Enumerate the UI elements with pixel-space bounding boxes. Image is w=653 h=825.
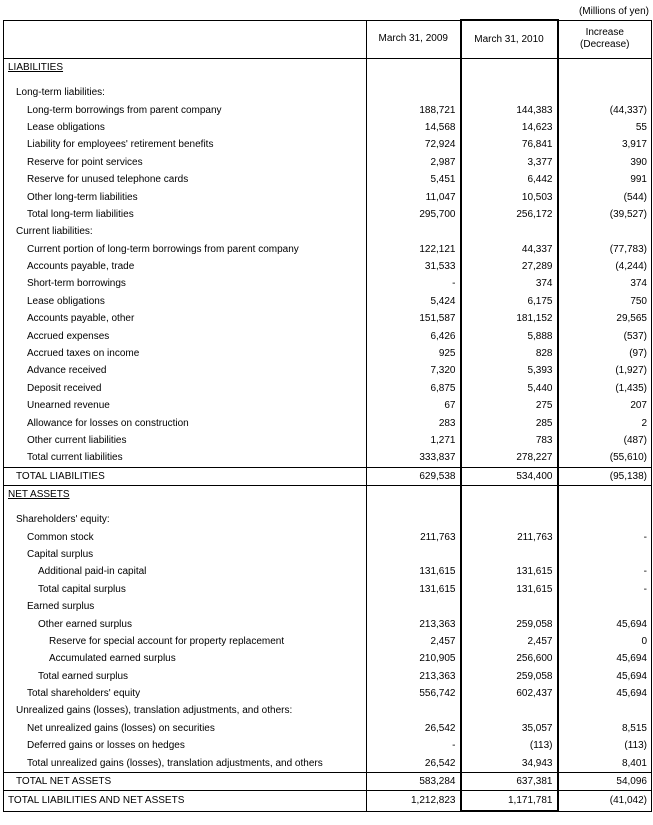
value-march-2010: 181,152	[461, 310, 558, 327]
value-march-2010: 783	[461, 432, 558, 449]
value-march-2009: 7,320	[367, 362, 461, 379]
value-march-2009: 213,363	[367, 615, 461, 632]
value-march-2010	[461, 598, 558, 615]
row-label	[4, 485, 367, 503]
value-march-2010: 2,457	[461, 633, 558, 650]
row-label: Advance received	[4, 362, 367, 379]
value-increase: (4,244)	[558, 258, 652, 275]
value-increase: (544)	[558, 188, 652, 205]
table-row	[4, 511, 652, 528]
row-label: Total unrealized gains (losses), translation adjustments, and others	[4, 754, 367, 772]
value-increase: (55,610)	[558, 449, 652, 467]
value-march-2010: 1,171,781	[461, 791, 558, 812]
table-row	[4, 615, 652, 632]
header-item	[4, 20, 367, 59]
value-increase: (97)	[558, 345, 652, 362]
value-increase: 45,694	[558, 615, 652, 632]
value-increase: 390	[558, 154, 652, 171]
header-increase-line2: (Decrease)	[580, 39, 630, 51]
value-march-2009: 26,542	[367, 754, 461, 772]
value-march-2009: 556,742	[367, 685, 461, 702]
value-increase	[558, 702, 652, 719]
value-increase: 3,917	[558, 136, 652, 153]
row-label: Total current liabilities	[4, 449, 367, 467]
value-march-2010: 14,623	[461, 119, 558, 136]
row-label: Reserve for unused telephone cards	[4, 171, 367, 188]
value-march-2010	[461, 59, 558, 77]
row-label: Accrued expenses	[4, 327, 367, 344]
value-increase: 45,694	[558, 650, 652, 667]
value-march-2009: 188,721	[367, 101, 461, 118]
value-increase	[558, 511, 652, 528]
value-march-2010: 275	[461, 397, 558, 414]
row-label: Lease obligations	[4, 293, 367, 310]
value-march-2009	[367, 546, 461, 563]
value-march-2009: 583,284	[367, 772, 461, 790]
value-march-2009	[367, 702, 461, 719]
row-label: Accrued taxes on income	[4, 345, 367, 362]
header-increase	[558, 20, 652, 59]
value-increase: 374	[558, 275, 652, 292]
table-row	[4, 310, 652, 327]
value-increase: 0	[558, 633, 652, 650]
value-increase	[558, 485, 652, 503]
table-row	[4, 432, 652, 449]
table-row	[4, 414, 652, 431]
row-label: Shareholders' equity:	[4, 511, 367, 528]
table-row	[4, 206, 652, 223]
value-increase	[558, 546, 652, 563]
table-row	[4, 136, 652, 153]
row-label: Common stock	[4, 528, 367, 545]
value-march-2010: 256,600	[461, 650, 558, 667]
value-march-2010: 278,227	[461, 449, 558, 467]
table-row	[4, 449, 652, 467]
row-label: Liability for employees' retirement benefits	[4, 136, 367, 153]
value-march-2009: 2,987	[367, 154, 461, 171]
value-increase: 207	[558, 397, 652, 414]
table-row	[4, 84, 652, 101]
value-increase: (1,435)	[558, 380, 652, 397]
row-label: Other current liabilities	[4, 432, 367, 449]
value-increase	[558, 223, 652, 240]
value-march-2009	[367, 59, 461, 77]
row-label: Total long-term liabilities	[4, 206, 367, 223]
row-label: Long-term borrowings from parent company	[4, 101, 367, 118]
row-label	[4, 503, 367, 511]
row-label: Lease obligations	[4, 119, 367, 136]
value-march-2010: 211,763	[461, 528, 558, 545]
row-label: Accounts payable, trade	[4, 258, 367, 275]
row-label: Deposit received	[4, 380, 367, 397]
table-row	[4, 327, 652, 344]
value-march-2009	[367, 223, 461, 240]
value-march-2010: 76,841	[461, 136, 558, 153]
table-row	[4, 668, 652, 685]
value-march-2009: 6,426	[367, 327, 461, 344]
table-row	[4, 154, 652, 171]
value-march-2010	[461, 223, 558, 240]
row-label: Capital surplus	[4, 546, 367, 563]
value-march-2009: 1,271	[367, 432, 461, 449]
table-body	[4, 59, 652, 812]
value-increase: (487)	[558, 432, 652, 449]
value-march-2009: 122,121	[367, 241, 461, 258]
value-increase: (77,783)	[558, 241, 652, 258]
table-row	[4, 633, 652, 650]
row-label: Long-term liabilities:	[4, 84, 367, 101]
value-march-2010: 6,175	[461, 293, 558, 310]
value-march-2010: 131,615	[461, 563, 558, 580]
row-label: Total earned surplus	[4, 668, 367, 685]
value-increase: (39,527)	[558, 206, 652, 223]
value-march-2010	[461, 546, 558, 563]
row-label: Current portion of long-term borrowings from parent company	[4, 241, 367, 258]
value-march-2009: 210,905	[367, 650, 461, 667]
row-label: Reserve for point services	[4, 154, 367, 171]
value-march-2009: 295,700	[367, 206, 461, 223]
value-increase: (537)	[558, 327, 652, 344]
units-note: (Millions of yen)	[578, 6, 649, 17]
section-heading: NET ASSETS	[8, 488, 70, 500]
row-label: Accumulated earned surplus	[4, 650, 367, 667]
header-increase-line1: Increase	[585, 27, 624, 39]
table-row	[4, 293, 652, 310]
value-march-2009: 213,363	[367, 668, 461, 685]
table-row	[4, 546, 652, 563]
row-label: TOTAL LIABILITIES	[4, 467, 367, 485]
value-march-2009: 2,457	[367, 633, 461, 650]
row-label: Current liabilities:	[4, 223, 367, 240]
value-increase: (41,042)	[558, 791, 652, 812]
value-increase: 54,096	[558, 772, 652, 790]
table-row	[4, 702, 652, 719]
row-label	[4, 59, 367, 77]
table-row	[4, 737, 652, 754]
row-label	[4, 76, 367, 84]
value-march-2010: 6,442	[461, 171, 558, 188]
table-row	[4, 503, 652, 511]
value-march-2009: 26,542	[367, 720, 461, 737]
value-march-2010	[461, 503, 558, 511]
row-label: Allowance for losses on construction	[4, 414, 367, 431]
value-march-2009: 72,924	[367, 136, 461, 153]
table-row	[4, 467, 652, 485]
value-march-2009: 31,533	[367, 258, 461, 275]
table-row	[4, 380, 652, 397]
value-march-2010: 256,172	[461, 206, 558, 223]
table-row	[4, 362, 652, 379]
row-label: Total shareholders' equity	[4, 685, 367, 702]
value-increase	[558, 76, 652, 84]
value-march-2010: 534,400	[461, 467, 558, 485]
table-row	[4, 650, 652, 667]
table-row	[4, 598, 652, 615]
section-heading: LIABILITIES	[8, 62, 64, 73]
row-label: TOTAL LIABILITIES AND NET ASSETS	[4, 791, 367, 812]
value-increase	[558, 84, 652, 101]
value-march-2010: 259,058	[461, 668, 558, 685]
row-label: Other long-term liabilities	[4, 188, 367, 205]
row-label: Earned surplus	[4, 598, 367, 615]
value-march-2010: 5,393	[461, 362, 558, 379]
table-row	[4, 563, 652, 580]
row-label: Unearned revenue	[4, 397, 367, 414]
value-march-2010	[461, 702, 558, 719]
value-march-2009	[367, 485, 461, 503]
table-row	[4, 241, 652, 258]
value-march-2009: 131,615	[367, 563, 461, 580]
value-march-2009: 925	[367, 345, 461, 362]
table-row	[4, 188, 652, 205]
value-increase: -	[558, 528, 652, 545]
value-march-2009	[367, 76, 461, 84]
value-march-2010: 35,057	[461, 720, 558, 737]
value-increase: 8,515	[558, 720, 652, 737]
value-increase: -	[558, 581, 652, 598]
value-march-2010: 5,440	[461, 380, 558, 397]
table-row	[4, 528, 652, 545]
value-increase: 991	[558, 171, 652, 188]
table-row	[4, 791, 652, 812]
value-increase: 8,401	[558, 754, 652, 772]
table-row	[4, 345, 652, 362]
value-march-2010: 637,381	[461, 772, 558, 790]
table-row	[4, 258, 652, 275]
value-increase	[558, 503, 652, 511]
row-label: Accounts payable, other	[4, 310, 367, 327]
row-label: Short-term borrowings	[4, 275, 367, 292]
value-march-2009: 14,568	[367, 119, 461, 136]
value-march-2010: 131,615	[461, 581, 558, 598]
value-march-2009: 333,837	[367, 449, 461, 467]
value-increase: (113)	[558, 737, 652, 754]
row-label: Other earned surplus	[4, 615, 367, 632]
value-increase: (44,337)	[558, 101, 652, 118]
table-row	[4, 101, 652, 118]
value-increase: 750	[558, 293, 652, 310]
value-march-2009: 5,451	[367, 171, 461, 188]
value-march-2009: 151,587	[367, 310, 461, 327]
value-increase: 55	[558, 119, 652, 136]
value-march-2010	[461, 84, 558, 101]
value-increase: -	[558, 563, 652, 580]
value-march-2010: 828	[461, 345, 558, 362]
header-march-2009: March 31, 2009	[367, 20, 461, 59]
header-march-2010: March 31, 2010	[461, 20, 558, 59]
value-increase: 45,694	[558, 685, 652, 702]
value-march-2009	[367, 84, 461, 101]
value-march-2010: 10,503	[461, 188, 558, 205]
value-march-2010: 44,337	[461, 241, 558, 258]
value-increase	[558, 598, 652, 615]
table-row	[4, 485, 652, 503]
table-row	[4, 754, 652, 772]
value-increase: (95,138)	[558, 467, 652, 485]
header-row	[4, 20, 652, 59]
value-march-2009: -	[367, 737, 461, 754]
table-row	[4, 685, 652, 702]
value-march-2009: -	[367, 275, 461, 292]
value-march-2010	[461, 485, 558, 503]
value-march-2009: 5,424	[367, 293, 461, 310]
value-march-2009: 283	[367, 414, 461, 431]
value-increase: 29,565	[558, 310, 652, 327]
value-march-2010: 374	[461, 275, 558, 292]
value-march-2009: 11,047	[367, 188, 461, 205]
value-march-2010: 27,289	[461, 258, 558, 275]
balance-sheet-table	[3, 19, 652, 812]
value-march-2009	[367, 511, 461, 528]
value-increase: 2	[558, 414, 652, 431]
value-march-2010	[461, 511, 558, 528]
value-march-2009: 1,212,823	[367, 791, 461, 812]
value-march-2009	[367, 598, 461, 615]
value-march-2010: 602,437	[461, 685, 558, 702]
value-march-2010: 285	[461, 414, 558, 431]
row-label: Reserve for special account for property replacement	[4, 633, 367, 650]
value-march-2010: 5,888	[461, 327, 558, 344]
value-march-2009: 6,875	[367, 380, 461, 397]
value-march-2010: 34,943	[461, 754, 558, 772]
value-march-2010: 259,058	[461, 615, 558, 632]
table-row	[4, 119, 652, 136]
row-label: TOTAL NET ASSETS	[4, 772, 367, 790]
table-row	[4, 223, 652, 240]
value-march-2009	[367, 503, 461, 511]
value-increase: (1,927)	[558, 362, 652, 379]
row-label: Additional paid-in capital	[4, 563, 367, 580]
value-march-2010: 144,383	[461, 101, 558, 118]
value-march-2010	[461, 76, 558, 84]
row-label: Deferred gains or losses on hedges	[4, 737, 367, 754]
table-row	[4, 581, 652, 598]
value-march-2009: 67	[367, 397, 461, 414]
value-march-2010: (113)	[461, 737, 558, 754]
row-label: Unrealized gains (losses), translation adjustments, and others:	[4, 702, 367, 719]
value-march-2009: 629,538	[367, 467, 461, 485]
table-row	[4, 59, 652, 77]
table-row	[4, 720, 652, 737]
value-march-2009: 131,615	[367, 581, 461, 598]
value-march-2010: 3,377	[461, 154, 558, 171]
value-increase: 45,694	[558, 668, 652, 685]
table-row	[4, 397, 652, 414]
table-row	[4, 76, 652, 84]
table-row	[4, 171, 652, 188]
row-label: Net unrealized gains (losses) on securities	[4, 720, 367, 737]
row-label: Total capital surplus	[4, 581, 367, 598]
table-row	[4, 275, 652, 292]
table-row	[4, 772, 652, 790]
value-march-2009: 211,763	[367, 528, 461, 545]
value-increase	[558, 59, 652, 77]
